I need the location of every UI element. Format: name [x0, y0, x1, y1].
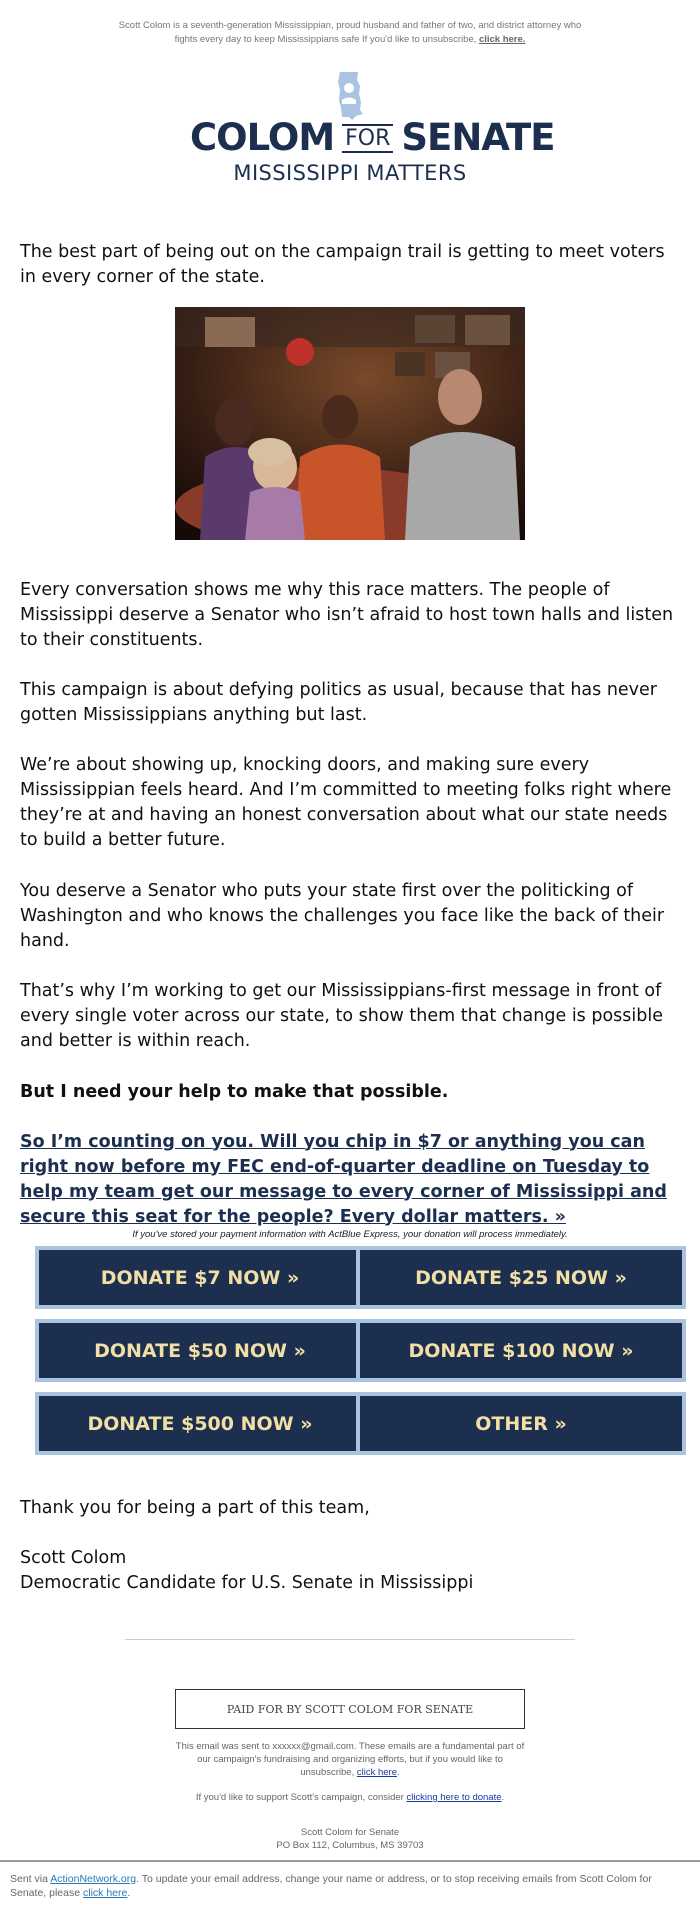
body-paragraph-1: The best part of being out on the campaign trail is getting to meet voters in every corner of the state.	[20, 242, 665, 287]
sent-to-notice	[175, 1740, 525, 1779]
preheader	[118, 19, 582, 47]
signoff-thanks: Thank you for being a part of this team,	[20, 1497, 370, 1518]
org-name: Scott Colom for Senate	[300, 1827, 400, 1838]
support-notice	[175, 1791, 525, 1804]
footer-unsubscribe-link[interactable]: click here	[356, 1767, 397, 1778]
support-text: If you'd like to support Scott's campaign, consider	[195, 1792, 404, 1803]
donation-ask-link[interactable]: So I’m counting on you. Will you chip in $7 or anything you can right now before my FEC end-of-quarter deadline on Tuesday to help my team get our message to every corner of Mississippi and secure this seat for the people? Every dollar matters. »	[20, 1131, 667, 1227]
logo-right-word: SENATE	[401, 116, 555, 159]
donate-100-button[interactable]: DONATE $100 NOW »	[356, 1319, 686, 1382]
support-period: .	[501, 1792, 505, 1803]
body-paragraph-6: That’s why I’m working to get our Mississippians-first message in front of every single voter across our state, to show them that change is possible and better is within reach.	[20, 980, 664, 1051]
paid-for-box: PAID FOR BY SCOTT COLOM FOR SENATE	[175, 1689, 525, 1729]
org-address: PO Box 112, Columbus, MS 39703	[276, 1840, 424, 1851]
signoff-title: Democratic Candidate for U.S. Senate in Mississippi	[20, 1572, 474, 1593]
donate-7-button[interactable]: DONATE $7 NOW »	[35, 1246, 365, 1309]
body-paragraph-2: Every conversation shows me why this race matters. The people of Mississippi deserve a Senator who isn’t afraid to host town halls and listen to their constituents.	[20, 579, 674, 650]
donate-500-button[interactable]: DONATE $500 NOW »	[35, 1392, 365, 1455]
mailing-address	[175, 1826, 525, 1852]
campaign-photo-image	[175, 307, 525, 540]
an-click-here-link[interactable]: click here	[82, 1887, 128, 1899]
logo-left-word: COLOM	[190, 116, 335, 159]
signoff-name: Scott Colom	[20, 1547, 127, 1568]
mississippi-map-icon	[330, 70, 370, 122]
sent-to-period: .	[397, 1767, 400, 1778]
an-prefix: Sent via	[10, 1873, 48, 1885]
an-text: . To update your email address, change your name or address, or to stop receiving emails from Scott Colom for Senate, please	[10, 1873, 652, 1899]
body-paragraph-5: You deserve a Senator who puts your state first over the politicking of Washington and who knows the challenges you face like the back of their hand.	[20, 880, 665, 951]
preheader-unsubscribe-link[interactable]: click here.	[478, 34, 526, 45]
footer-divider	[125, 1639, 575, 1640]
body-paragraph-3: This campaign is about defying politics as usual, because that has never gotten Mississippians anything but last.	[20, 679, 657, 725]
logo-wordmark	[190, 116, 555, 160]
donation-ask	[20, 1130, 680, 1230]
action-network-footer	[0, 1860, 700, 1929]
logo-middle-word: FOR	[342, 124, 393, 153]
donate-50-button[interactable]: DONATE $50 NOW »	[35, 1319, 365, 1382]
campaign-photo	[175, 307, 525, 540]
donate-other-button[interactable]: OTHER »	[356, 1392, 686, 1455]
sent-to-text: This email was sent to xxxxxx@gmail.com. These emails are a fundamental part of our campaign's fundraising and organizing efforts, but if you would like to unsubscribe,	[175, 1741, 525, 1778]
support-donate-link[interactable]: clicking here to donate	[406, 1792, 502, 1803]
actblue-express-note: If you've stored your payment information with ActBlue Express, your donation will process immediately.	[132, 1229, 568, 1240]
preheader-text: Scott Colom is a seventh-generation Mississippian, proud husband and father of two, and district attorney who fights every day to keep Mississippians safe If you'd like to unsubscribe,	[118, 20, 582, 45]
an-period: .	[127, 1887, 131, 1899]
logo-tagline: MISSISSIPPI MATTERS	[233, 161, 467, 185]
body-paragraph-7: But I need your help to make that possible.	[20, 1081, 449, 1102]
body-paragraph-4: We’re about showing up, knocking doors, and making sure every Mississippian feels heard. And I’m committed to meeting folks right where they’re at and having an honest conversation about what our state needs to build a better future.	[20, 754, 672, 850]
action-network-link[interactable]: ActionNetwork.org	[50, 1873, 137, 1885]
donate-25-button[interactable]: DONATE $25 NOW »	[356, 1246, 686, 1309]
campaign-logo	[190, 70, 555, 190]
